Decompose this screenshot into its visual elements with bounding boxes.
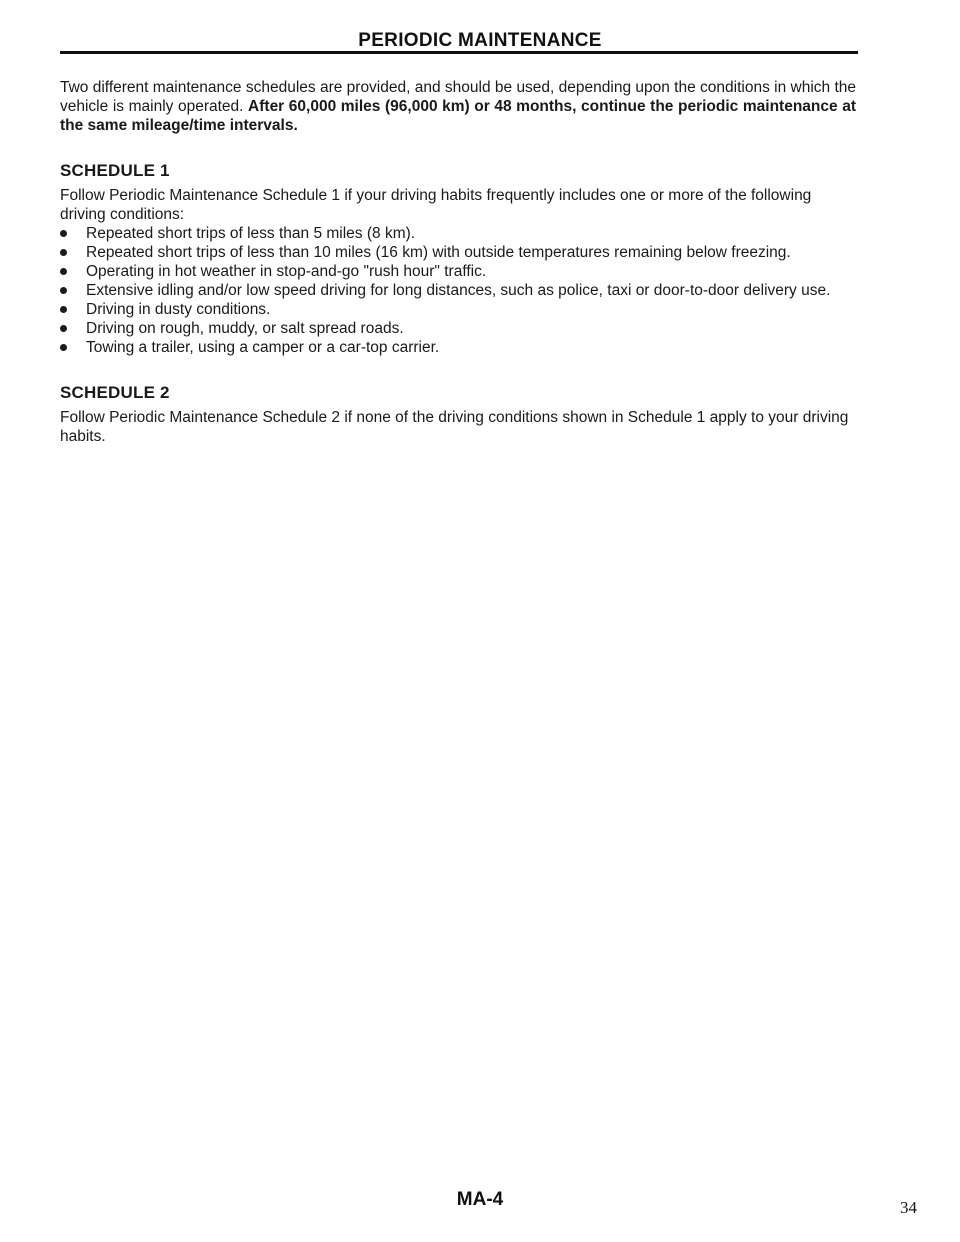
list-item-text: Driving in dusty conditions.	[86, 301, 271, 318]
list-item	[60, 281, 856, 300]
list-item	[60, 262, 856, 281]
schedule-1-heading: SCHEDULE 1	[60, 161, 170, 180]
bullet-icon	[60, 344, 67, 351]
bullet-icon	[60, 230, 67, 237]
list-item	[60, 224, 856, 243]
list-item-text: Driving on rough, muddy, or salt spread roads.	[86, 320, 404, 337]
bullet-icon	[60, 268, 67, 275]
schedule-2-heading: SCHEDULE 2	[60, 383, 170, 402]
bullet-icon	[60, 287, 67, 294]
list-item	[60, 300, 856, 319]
intro-emphasis: After 60,000 miles (96,000 km) or 48 months, continue the periodic maintenance at the same mileage/time intervals.	[60, 98, 856, 134]
list-item-text: Repeated short trips of less than 5 miles (8 km).	[86, 225, 416, 242]
list-item-text: Extensive idling and/or low speed driving for long distances, such as police, taxi or door-to-door delivery use.	[86, 282, 831, 299]
schedule-2-text: Follow Periodic Maintenance Schedule 2 if none of the driving conditions shown in Schedule 1 apply to your driving habits.	[60, 409, 849, 445]
bullet-icon	[60, 325, 67, 332]
list-item-text: Repeated short trips of less than 10 miles (16 km) with outside temperatures remaining below freezing.	[86, 244, 791, 261]
list-item-text: Towing a trailer, using a camper or a car-top carrier.	[86, 339, 440, 356]
list-item-text: Operating in hot weather in stop-and-go "rush hour" traffic.	[86, 263, 487, 280]
schedule-1-conditions-list	[60, 224, 856, 357]
intro-text: Two different maintenance schedules are provided, and should be used, depending upon the conditions in which the vehicle is mainly operated.	[60, 79, 856, 115]
page-number: 34	[900, 1198, 917, 1217]
page-title: PERIODIC MAINTENANCE	[358, 30, 602, 51]
list-item	[60, 319, 856, 338]
title-rule	[60, 51, 858, 54]
list-item	[60, 338, 856, 357]
schedule-1-text: Follow Periodic Maintenance Schedule 1 if your driving habits frequently includes one or more of the following driving conditions:	[60, 187, 812, 223]
list-item	[60, 243, 856, 262]
intro-paragraph	[60, 78, 856, 135]
document-body	[60, 78, 856, 446]
bullet-icon	[60, 249, 67, 256]
bullet-icon	[60, 306, 67, 313]
section-code: MA-4	[456, 1189, 504, 1210]
